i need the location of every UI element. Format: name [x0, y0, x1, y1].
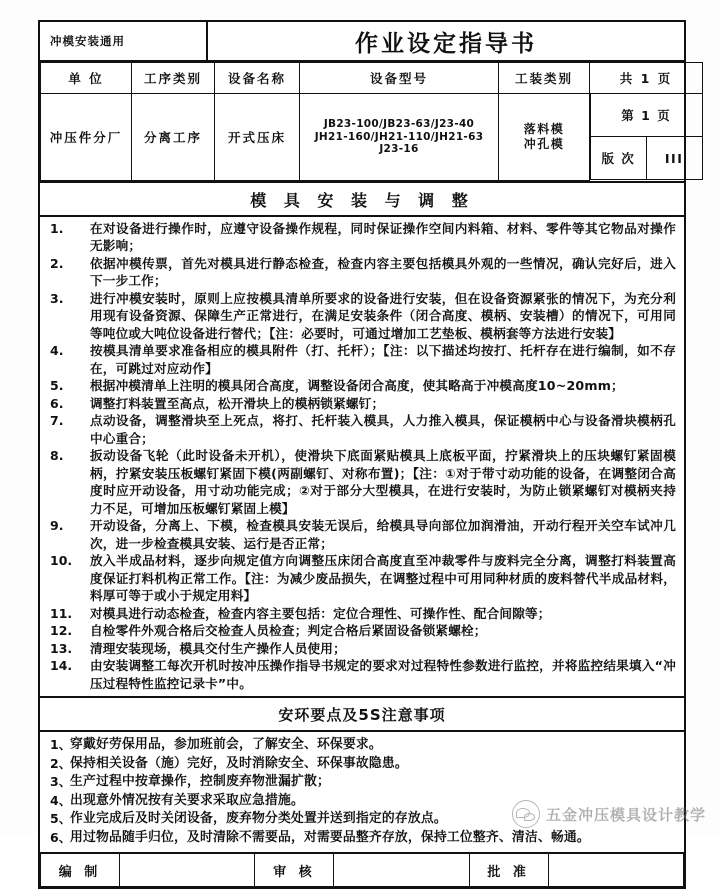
list-item [48, 755, 676, 774]
wechat-logo-icon [512, 800, 540, 828]
item-number: 13. [50, 640, 73, 656]
item-text: 作业完成后及时关闭设备，废弃物分类处置并送到指定的存放点。 [70, 811, 447, 826]
list-item [44, 220, 676, 255]
section-title-installation: 模 具 安 装 与 调 整 [40, 181, 684, 217]
header-value-equipment-model [300, 94, 499, 181]
reviewed-by-value[interactable] [334, 853, 469, 887]
item-text: 出现意外情况按有关要求采取应急措施。 [70, 792, 304, 808]
header-label-equipment-name: 设备名称 [215, 63, 300, 94]
approved-by-value[interactable] [548, 853, 683, 887]
item-number: 10. [50, 553, 73, 568]
page-current-row [591, 94, 703, 137]
list-item [48, 773, 676, 792]
item-text: 由安装调整工每次开机时按冲压操作指导书规定的要求对过程特性参数进行监控，并将监控结果填入“冲压过程特性监控记录卡”中。 [90, 658, 676, 691]
document-tag: 冲模安装通用 [40, 22, 208, 60]
title-band [40, 22, 684, 62]
item-text: 调整打料装置至高点，松开滑块上的模柄锁紧螺钉； [90, 395, 385, 411]
list-item [48, 829, 676, 848]
header-page-total: 共 1 页 [590, 63, 703, 94]
section-title-safety: 安环要点及5S注意事项 [40, 696, 684, 732]
header-page-current: 第 1 页 [591, 94, 703, 137]
item-text: 生产过程中按章操作，控制废弃物泄漏扩散； [70, 774, 330, 789]
item-text: 根据冲模清单上注明的模具闭合高度，调整设备闭合高度，使其略高于冲模高度10~20mm； [90, 378, 624, 393]
header-page-block [590, 94, 703, 181]
prepared-by-label: 编 制 [41, 853, 120, 887]
item-text: 依据冲模传票，首先对模具进行静态检查，检查内容主要包括模具外观的一些情况，确认完好后，进入下一步工作； [90, 255, 676, 288]
signature-row [40, 852, 684, 887]
reviewed-by-label: 审 核 [255, 853, 334, 887]
header-value-tooling-type [499, 94, 590, 181]
equipment-model-line-2: JH21-160/JH21-110/JH21-63 [314, 130, 484, 143]
item-text: 扳动设备飞轮（此时设备未开机），使滑块下底面紧贴模具上底板平面，拧紧滑块上的压块螺钉紧固模柄，拧紧安装压板螺钉紧固下模(两副螺钉、对称布置)；【注：①对于带寸动功能的设备，在调整闭合高度时应开动设备，用寸动功能完成；②对于部分大型模具，在进行安装时，为防止锁紧螺钉对模柄夹持力不足，可增加压板螺钉紧固上模】 [90, 448, 676, 516]
item-number: 1、 [50, 737, 72, 752]
item-number: 11. [50, 605, 73, 621]
item-number: 1. [50, 220, 64, 236]
watermark [512, 800, 706, 828]
item-number: 6. [50, 395, 64, 411]
list-item [44, 377, 676, 395]
list-item [44, 290, 676, 343]
list-item [44, 640, 676, 658]
item-number: 5、 [50, 811, 72, 826]
tooling-type-line-2: 冲孔模 [523, 136, 565, 151]
item-number: 4、 [50, 792, 72, 808]
item-text: 进行冲模安装时，原则上应按模具清单所要求的设备进行安装，但在设备资源紧张的情况下，为充分利用现有设备资源、保障生产正常进行，在满足安装条件（闭合高度、模柄、安装槽）的情况下，可用同等吨位或大吨位设备进行替代；【注：必要时，可通过增加工艺垫板、模柄套等方法进行安装】 [90, 290, 676, 341]
header-value-unit: 冲压件分厂 [41, 94, 132, 181]
equipment-model-line-1: JB23-100/JB23-63/J23-40 [323, 118, 475, 130]
header-value-process-type: 分离工序 [132, 94, 215, 181]
header-label-process-type: 工序类别 [132, 63, 215, 94]
header-value-equipment-name: 开式压床 [215, 94, 300, 181]
equipment-model-line-3: J23-16 [379, 143, 419, 155]
item-number: 12. [50, 623, 73, 638]
item-text: 放入半成品材料，逐步向规定值方向调整压床闭合高度直至冲裁零件与废料完全分离，调整打料装置高度保证打料机构正常工作。【注：为减少废品损失，在调整过程中可用同种材质的废料替代半成品材料，料厚可等于或小于规定用料】 [90, 553, 676, 603]
list-item [44, 447, 676, 517]
safety-notes-list [40, 732, 684, 852]
item-number: 3. [50, 290, 64, 306]
page-title: 作业设定指导书 [355, 30, 537, 57]
item-number: 5. [50, 378, 64, 393]
item-text: 穿戴好劳保用品，参加班前会，了解安全、环保要求。 [70, 737, 382, 752]
header-value-row [41, 94, 703, 181]
item-text: 清理安装现场，模具交付生产操作人员使用； [90, 640, 346, 656]
list-item [48, 736, 676, 755]
item-number: 14. [50, 658, 73, 673]
approved-by-label: 批 准 [469, 853, 548, 887]
item-number: 4. [50, 343, 64, 358]
item-text: 开动设备，分离上、下模，检查模具安装无误后，给模具导向部位加润滑油，开动行程开关空车试冲几次，进一步检查模具安装、运行是否正常； [90, 518, 676, 551]
item-text: 用过物品随手归位，及时清除不需要品，对需要品整齐存放，保持工位整齐、清洁、畅通。 [70, 829, 590, 845]
item-number: 2、 [50, 755, 72, 771]
item-text: 对模具进行动态检查，检查内容主要包括：定位合理性、可操作性、配合间隙等； [90, 605, 551, 621]
version-row [591, 137, 703, 180]
header-version-label: 版 次 [591, 137, 647, 180]
item-number: 8. [50, 448, 64, 463]
page-number-table [590, 94, 703, 180]
header-info-table [40, 62, 703, 181]
list-item [44, 552, 676, 605]
header-version-value: III [646, 137, 702, 180]
item-number: 7. [50, 413, 64, 428]
list-item [44, 517, 676, 552]
header-label-equipment-model: 设备型号 [300, 63, 499, 94]
header-label-unit: 单 位 [41, 63, 132, 94]
watermark-text: 五金冲压模具设计教学 [545, 805, 706, 824]
installation-steps-list [40, 217, 684, 697]
list-item [44, 657, 676, 692]
list-item [44, 622, 676, 640]
list-item [44, 342, 676, 377]
prepared-by-value[interactable] [120, 853, 255, 887]
item-text: 保持相关设备（施）完好，及时消除安全、环保事故隐患。 [70, 755, 408, 771]
item-text: 自检零件外观合格后交检查人员检查；判定合格后紧固设备锁紧螺栓； [90, 623, 487, 638]
list-item [44, 255, 676, 290]
tooling-type-line-1: 落料模 [523, 121, 565, 136]
header-label-row [41, 63, 703, 94]
item-text: 按模具清单要求准备相应的模具附件（打、托杆）；【注：以下描述均按打、托杆存在进行编制，如不存在，可跳过对应动作】 [90, 343, 676, 376]
guidance-document [38, 20, 686, 889]
item-text: 在对设备进行操作时，应遵守设备操作规程，同时保证操作空间内料箱、材料、零件等其它物品对操作无影响； [90, 220, 676, 253]
item-number: 6、 [50, 829, 72, 845]
item-text: 点动设备，调整滑块至上死点，将打、托杆装入模具，人力推入模具，保证模柄中心与设备滑块模柄孔中心重合； [90, 413, 676, 446]
signature-cells [41, 853, 684, 887]
list-item [44, 395, 676, 413]
list-item [44, 412, 676, 447]
item-number: 9. [50, 518, 64, 533]
header-label-tooling-type: 工装类别 [499, 63, 590, 94]
item-number: 3、 [50, 774, 72, 789]
list-item [44, 605, 676, 623]
item-number: 2. [50, 255, 64, 271]
